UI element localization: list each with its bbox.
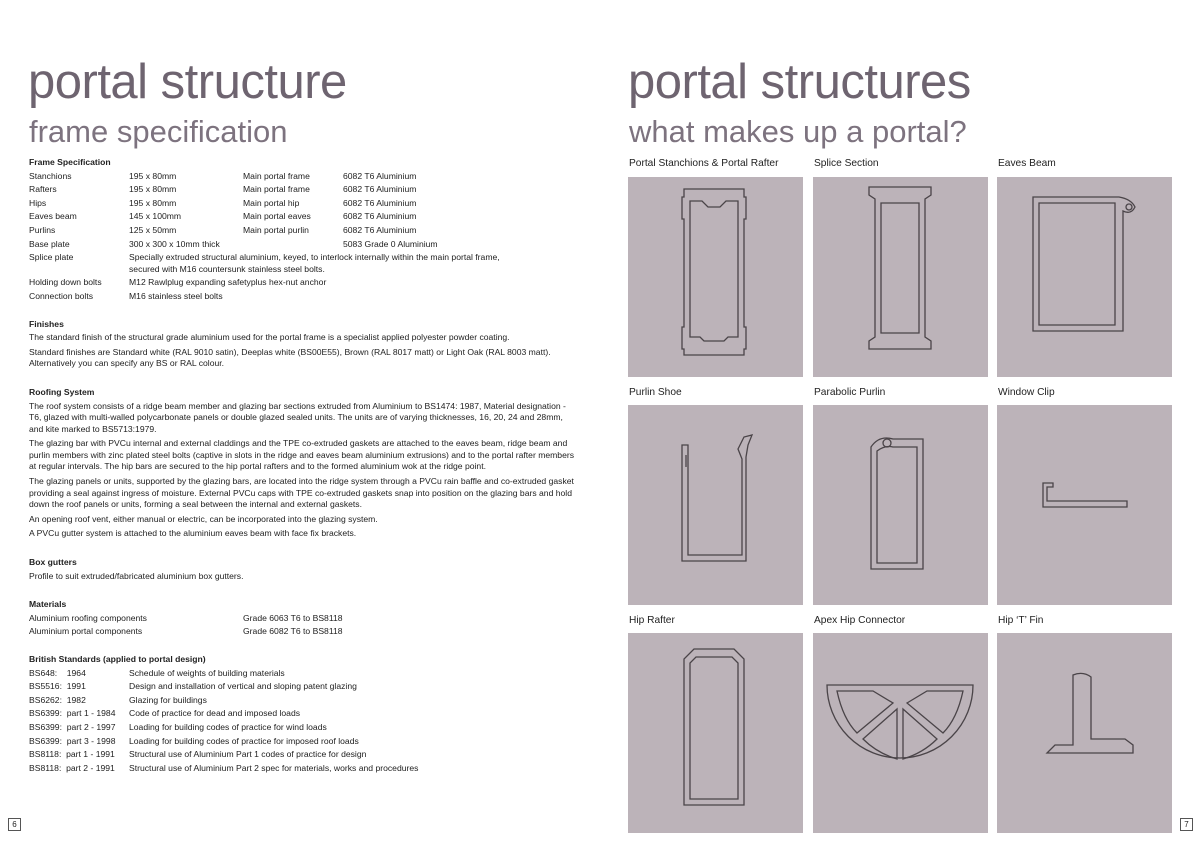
standard-code: BS6399: part 1 - 1984 [29,708,116,719]
spec-text: M12 Rawlplug expanding safetyplus hex-nut anchor [129,277,327,288]
splice-section-tile [813,177,988,377]
spec-name: Holding down bolts [29,277,102,288]
stanchion-profile-tile [628,177,803,377]
page-number-right: 7 [1180,818,1193,831]
spec-name: Base plate [29,238,70,249]
spec-use: Main portal purlin [243,224,309,235]
standards-row [29,763,574,777]
standard-desc: Glazing for buildings [129,694,207,705]
spec-name: Stanchions [29,170,72,181]
tile-label: Splice Section [814,158,879,169]
tile-label: Apex Hip Connector [814,615,906,626]
material-name: Aluminium roofing components [29,612,147,623]
frame-spec-row [29,252,574,275]
spec-size: 195 x 80mm [129,170,177,181]
standard-desc: Loading for building codes of practice for wind loads [129,721,327,732]
box-gutters-heading: Box gutters [29,557,77,568]
roofing-heading: Roofing System [29,386,95,397]
roofing-paragraph: The glazing panels or units, supported by the glazing bars, are located into the ridge system through a PVCu rain baffle and co-extruded gasket providing a seal against ingress of moisture. External PVCu caps with TPE co-extruded gaskets snap into position on the glazing bars and hold down the roof panels or units, forming a seal between the internal and external gaskets. [29,476,574,510]
spec-name: Connection bolts [29,290,94,301]
frame-spec-row [29,198,574,212]
roofing-paragraph: The glazing bar with PVCu internal and external claddings and the TPE co-extruded gaskets are attached to the eaves beam, ridge beam and purlin members with zinc plated steel bolts (captive in slots in the ridge and eaves beam aluminium extrusions) and to the portal rafter members at regular intervals. The hip bars are secured to the hip portal rafters and to the formed aluminium wok at the ridge point. [29,438,575,472]
tile-label: Hip Rafter [629,615,675,626]
standards-row [29,736,574,750]
spec-name: Purlins [29,224,56,235]
box-gutters-paragraph: Profile to suit extruded/fabricated aluminium box gutters. [29,570,244,581]
standards-row [29,749,574,763]
tile-label: Purlin Shoe [629,387,682,398]
finishes-heading: Finishes [29,318,64,329]
frame-spec-row [29,171,574,185]
material-grade: Grade 6063 T6 to BS8118 [243,612,343,623]
spec-name: Hips [29,197,47,208]
spec-material: 6082 T6 Aluminium [343,170,417,181]
spec-name: Rafters [29,184,57,195]
spec-material: 6082 T6 Aluminium [343,197,417,208]
standard-code: BS6399: part 2 - 1997 [29,721,116,732]
standard-code: BS648: 1964 [29,667,86,678]
standard-desc: Structural use of Aluminium Part 1 codes of practice for design [129,749,367,760]
hip-t-fin-tile [997,633,1172,833]
spec-use: Main portal frame [243,184,310,195]
spec-material: 5083 Grade 0 Aluminium [343,238,438,249]
spec-size: 195 x 80mm [129,184,177,195]
page-number-left: 6 [8,818,21,831]
spec-use: Main portal frame [243,170,310,181]
hip-t-fin-drawing [997,633,1172,833]
spec-material: 6082 T6 Aluminium [343,184,417,195]
spec-material: 6082 T6 Aluminium [343,224,417,235]
purlin-shoe-tile [628,405,803,605]
standard-desc: Loading for building codes of practice for imposed roof loads [129,735,359,746]
roofing-paragraph: The roof system consists of a ridge beam member and glazing bar sections extruded from Aluminium to BS1474: 1987, Material designation - T6, glazed with multi-walled polycarbonate panels or double glazed sealed units. The units are of varying thicknesses, 16, 20, 24 and 28mm, and kite marked to BS5713:1979. [29,400,566,434]
spec-name: Splice plate [29,252,74,263]
purlin-shoe-drawing [628,405,803,605]
spec-size: 195 x 80mm [129,197,177,208]
left-page-subtitle: frame specification [29,114,288,149]
standard-code: BS8118: part 1 - 1991 [29,749,115,760]
stanchion-profile-drawing [628,177,803,377]
tile-label: Window Clip [998,387,1055,398]
hip-rafter-drawing [628,633,803,833]
spec-material: 6082 T6 Aluminium [343,211,417,222]
spec-size: 145 x 100mm [129,211,182,222]
materials-row [29,613,574,627]
spec-text: Specially extruded structural aluminium, keyed, to interlock internally within the main portal frame, secured with M16 countersunk stainless steel bolts. [129,252,500,274]
right-page-subtitle: what makes up a portal? [629,114,967,149]
standards-row [29,695,574,709]
standard-desc: Structural use of Aluminium Part 2 spec for materials, works and procedures [129,762,419,773]
finishes-paragraph: The standard finish of the structural grade aluminium used for the portal frame is a specialist applied polyester powder coating. [29,332,510,343]
right-page-title: portal structures [628,55,971,109]
left-page-title: portal structure [28,55,347,109]
standard-code: BS8118: part 2 - 1991 [29,762,115,773]
frame-spec-row [29,291,574,305]
standard-desc: Design and installation of vertical and sloping patent glazing [129,681,357,692]
roofing-paragraph: A PVCu gutter system is attached to the aluminium eaves beam with face fix brackets. [29,528,357,539]
tile-label: Portal Stanchions & Portal Rafter [629,158,779,169]
tile-label: Parabolic Purlin [814,387,886,398]
parabolic-purlin-drawing [813,405,988,605]
spec-size: 125 x 50mm [129,224,177,235]
material-name: Aluminium portal components [29,626,143,637]
standards-row [29,722,574,736]
spec-text: M16 stainless steel bolts [129,290,223,301]
eaves-beam-tile [997,177,1172,377]
tile-label: Hip ‘T’ Fin [998,615,1044,626]
apex-hip-connector-drawing [813,633,988,833]
frame-spec-row [29,184,574,198]
spec-column [29,157,574,776]
standard-code: BS6399: part 3 - 1998 [29,735,116,746]
window-clip-tile [997,405,1172,605]
frame-spec-heading: Frame Specification [29,157,111,167]
standard-desc: Schedule of weights of building materials [129,667,285,678]
spec-name: Eaves beam [29,211,77,222]
hip-rafter-tile [628,633,803,833]
frame-spec-row [29,225,574,239]
standard-desc: Code of practice for dead and imposed loads [129,708,301,719]
frame-spec-table [29,171,574,305]
materials-heading: Materials [29,599,67,610]
apex-hip-connector-tile [813,633,988,833]
roofing-paragraph: An opening roof vent, either manual or electric, can be incorporated into the glazing system. [29,513,378,524]
window-clip-drawing [997,405,1172,605]
frame-spec-row [29,239,574,253]
finishes-paragraph: Standard finishes are Standard white (RAL 9010 satin), Deeplas white (BS00E55), Brown (RAL 8017 matt) or Light Oak (RAL 8003 matt). Alternatively you can specify any BS or RAL colour. [29,346,551,369]
frame-spec-row [29,211,574,225]
material-grade: Grade 6082 T6 to BS8118 [243,626,343,637]
splice-section-drawing [813,177,988,377]
standards-row [29,708,574,722]
standard-code: BS5516: 1991 [29,681,86,692]
parabolic-purlin-tile [813,405,988,605]
spec-use: Main portal hip [243,197,300,208]
standards-heading: British Standards (applied to portal design) [29,654,206,664]
spec-use: Main portal eaves [243,211,311,222]
materials-row [29,626,574,640]
standards-row [29,668,574,682]
tile-label: Eaves Beam [998,158,1056,169]
spec-size: 300 x 300 x 10mm thick [129,238,220,249]
standard-code: BS6262: 1982 [29,694,86,705]
standards-row [29,681,574,695]
frame-spec-row [29,277,574,291]
eaves-beam-drawing [997,177,1172,377]
